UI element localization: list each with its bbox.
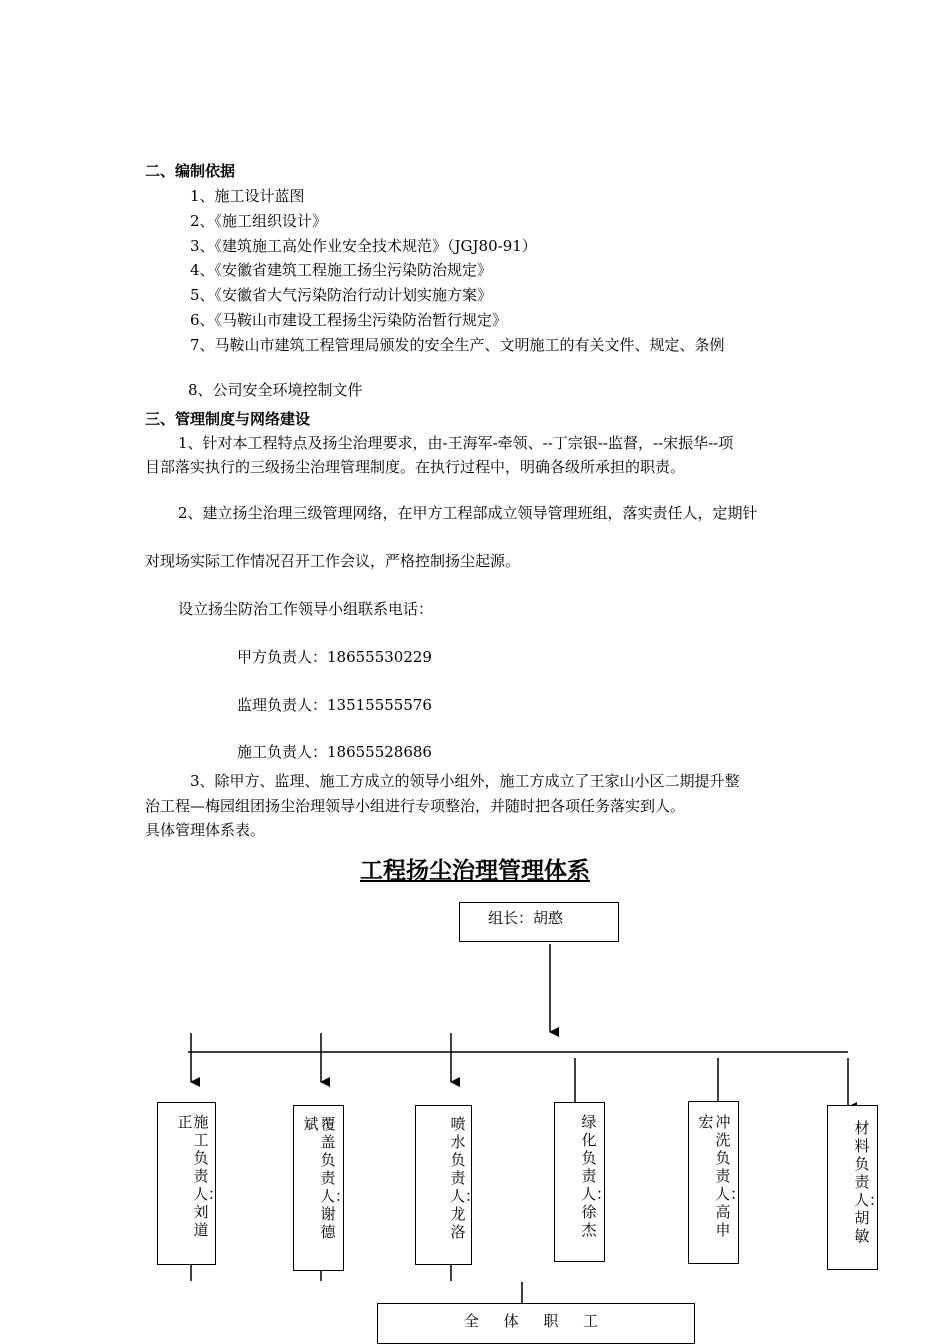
leader-box <box>459 902 619 942</box>
member-box-washing <box>688 1101 746 1264</box>
member-col-right: 材料负责人：胡敏 <box>854 1119 885 1245</box>
leader-label: 组长：胡憨 <box>488 909 564 927</box>
basis-item: 4、《安徽省建筑工程施工扬尘污染防治规定》 <box>190 261 493 279</box>
member-box-cover <box>293 1105 351 1271</box>
basis-item: 3、《建筑施工高处作业安全技术规范》（JGJ80-91） <box>190 237 537 255</box>
member-col-right: 覆盖负责人：谢德 <box>320 1115 351 1241</box>
paragraph-3-line-1: 3、除甲方、监理、施工方成立的领导小组外，施工方成立了王家山小区二期提升整 <box>190 772 740 790</box>
all-staff-box <box>377 1303 695 1344</box>
paragraph-1-line-2: 目部落实执行的三级扬尘治理管理制度。在执行过程中，明确各级所承担的职责。 <box>145 458 686 476</box>
member-box-greening <box>554 1102 612 1262</box>
member-col-left: 宏 <box>698 1113 714 1131</box>
contact-owner: 甲方负责人：18655530229 <box>237 648 432 666</box>
section-heading-management: 三、管理制度与网络建设 <box>145 410 311 428</box>
paragraph-3-line-2: 治工程—梅园组团扬尘治理领导小组进行专项整治，并随时把各项任务落实到人。 <box>145 797 686 815</box>
member-box-construction <box>157 1102 224 1265</box>
member-col-left: 正 <box>177 1113 193 1131</box>
basis-item: 5、《安徽省大气污染防治行动计划实施方案》 <box>190 286 493 304</box>
all-staff-label: 全 体 职 工 <box>463 1312 609 1330</box>
member-box-spray <box>415 1105 481 1265</box>
contact-intro: 设立扬尘防治工作领导小组联系电话： <box>178 600 434 618</box>
basis-item: 8、公司安全环境控制文件 <box>188 381 363 399</box>
basis-item: 7、马鞍山市建筑工程管理局颁发的安全生产、文明施工的有关文件、规定、条例 <box>190 336 725 354</box>
contact-constructor: 施工负责人：18655528686 <box>237 743 432 761</box>
member-col-right: 施工负责人：刘道 <box>193 1113 224 1239</box>
basis-item: 2、《施工组织设计》 <box>190 212 328 230</box>
member-box-materials <box>827 1105 885 1270</box>
member-col-right: 绿化负责人：徐杰 <box>581 1113 612 1239</box>
contact-supervisor: 监理负责人：13515555576 <box>237 696 432 714</box>
member-col-left: 斌 <box>303 1115 319 1133</box>
member-col-right: 喷水负责人：龙洛 <box>450 1115 481 1241</box>
paragraph-1-line-1: 1、针对本工程特点及扬尘治理要求，由-王海军-牵领、--丁宗银--监督，--宋振华--项 <box>178 434 734 452</box>
paragraph-2-line-2: 对现场实际工作情况召开工作会议，严格控制扬尘起源。 <box>145 552 521 570</box>
section-heading-basis: 二、编制依据 <box>145 162 236 180</box>
basis-item: 1、施工设计蓝图 <box>190 187 305 205</box>
org-chart-title: 工程扬尘治理管理体系 <box>360 858 590 884</box>
paragraph-2-line-1: 2、建立扬尘治理三级管理网络，在甲方工程部成立领导管理班组，落实责任人，定期针 <box>178 504 758 522</box>
basis-item: 6、《马鞍山市建设工程扬尘污染防治暂行规定》 <box>190 311 508 329</box>
table-note: 具体管理体系表。 <box>145 821 266 839</box>
member-col-right: 冲洗负责人：高申 <box>715 1113 746 1239</box>
